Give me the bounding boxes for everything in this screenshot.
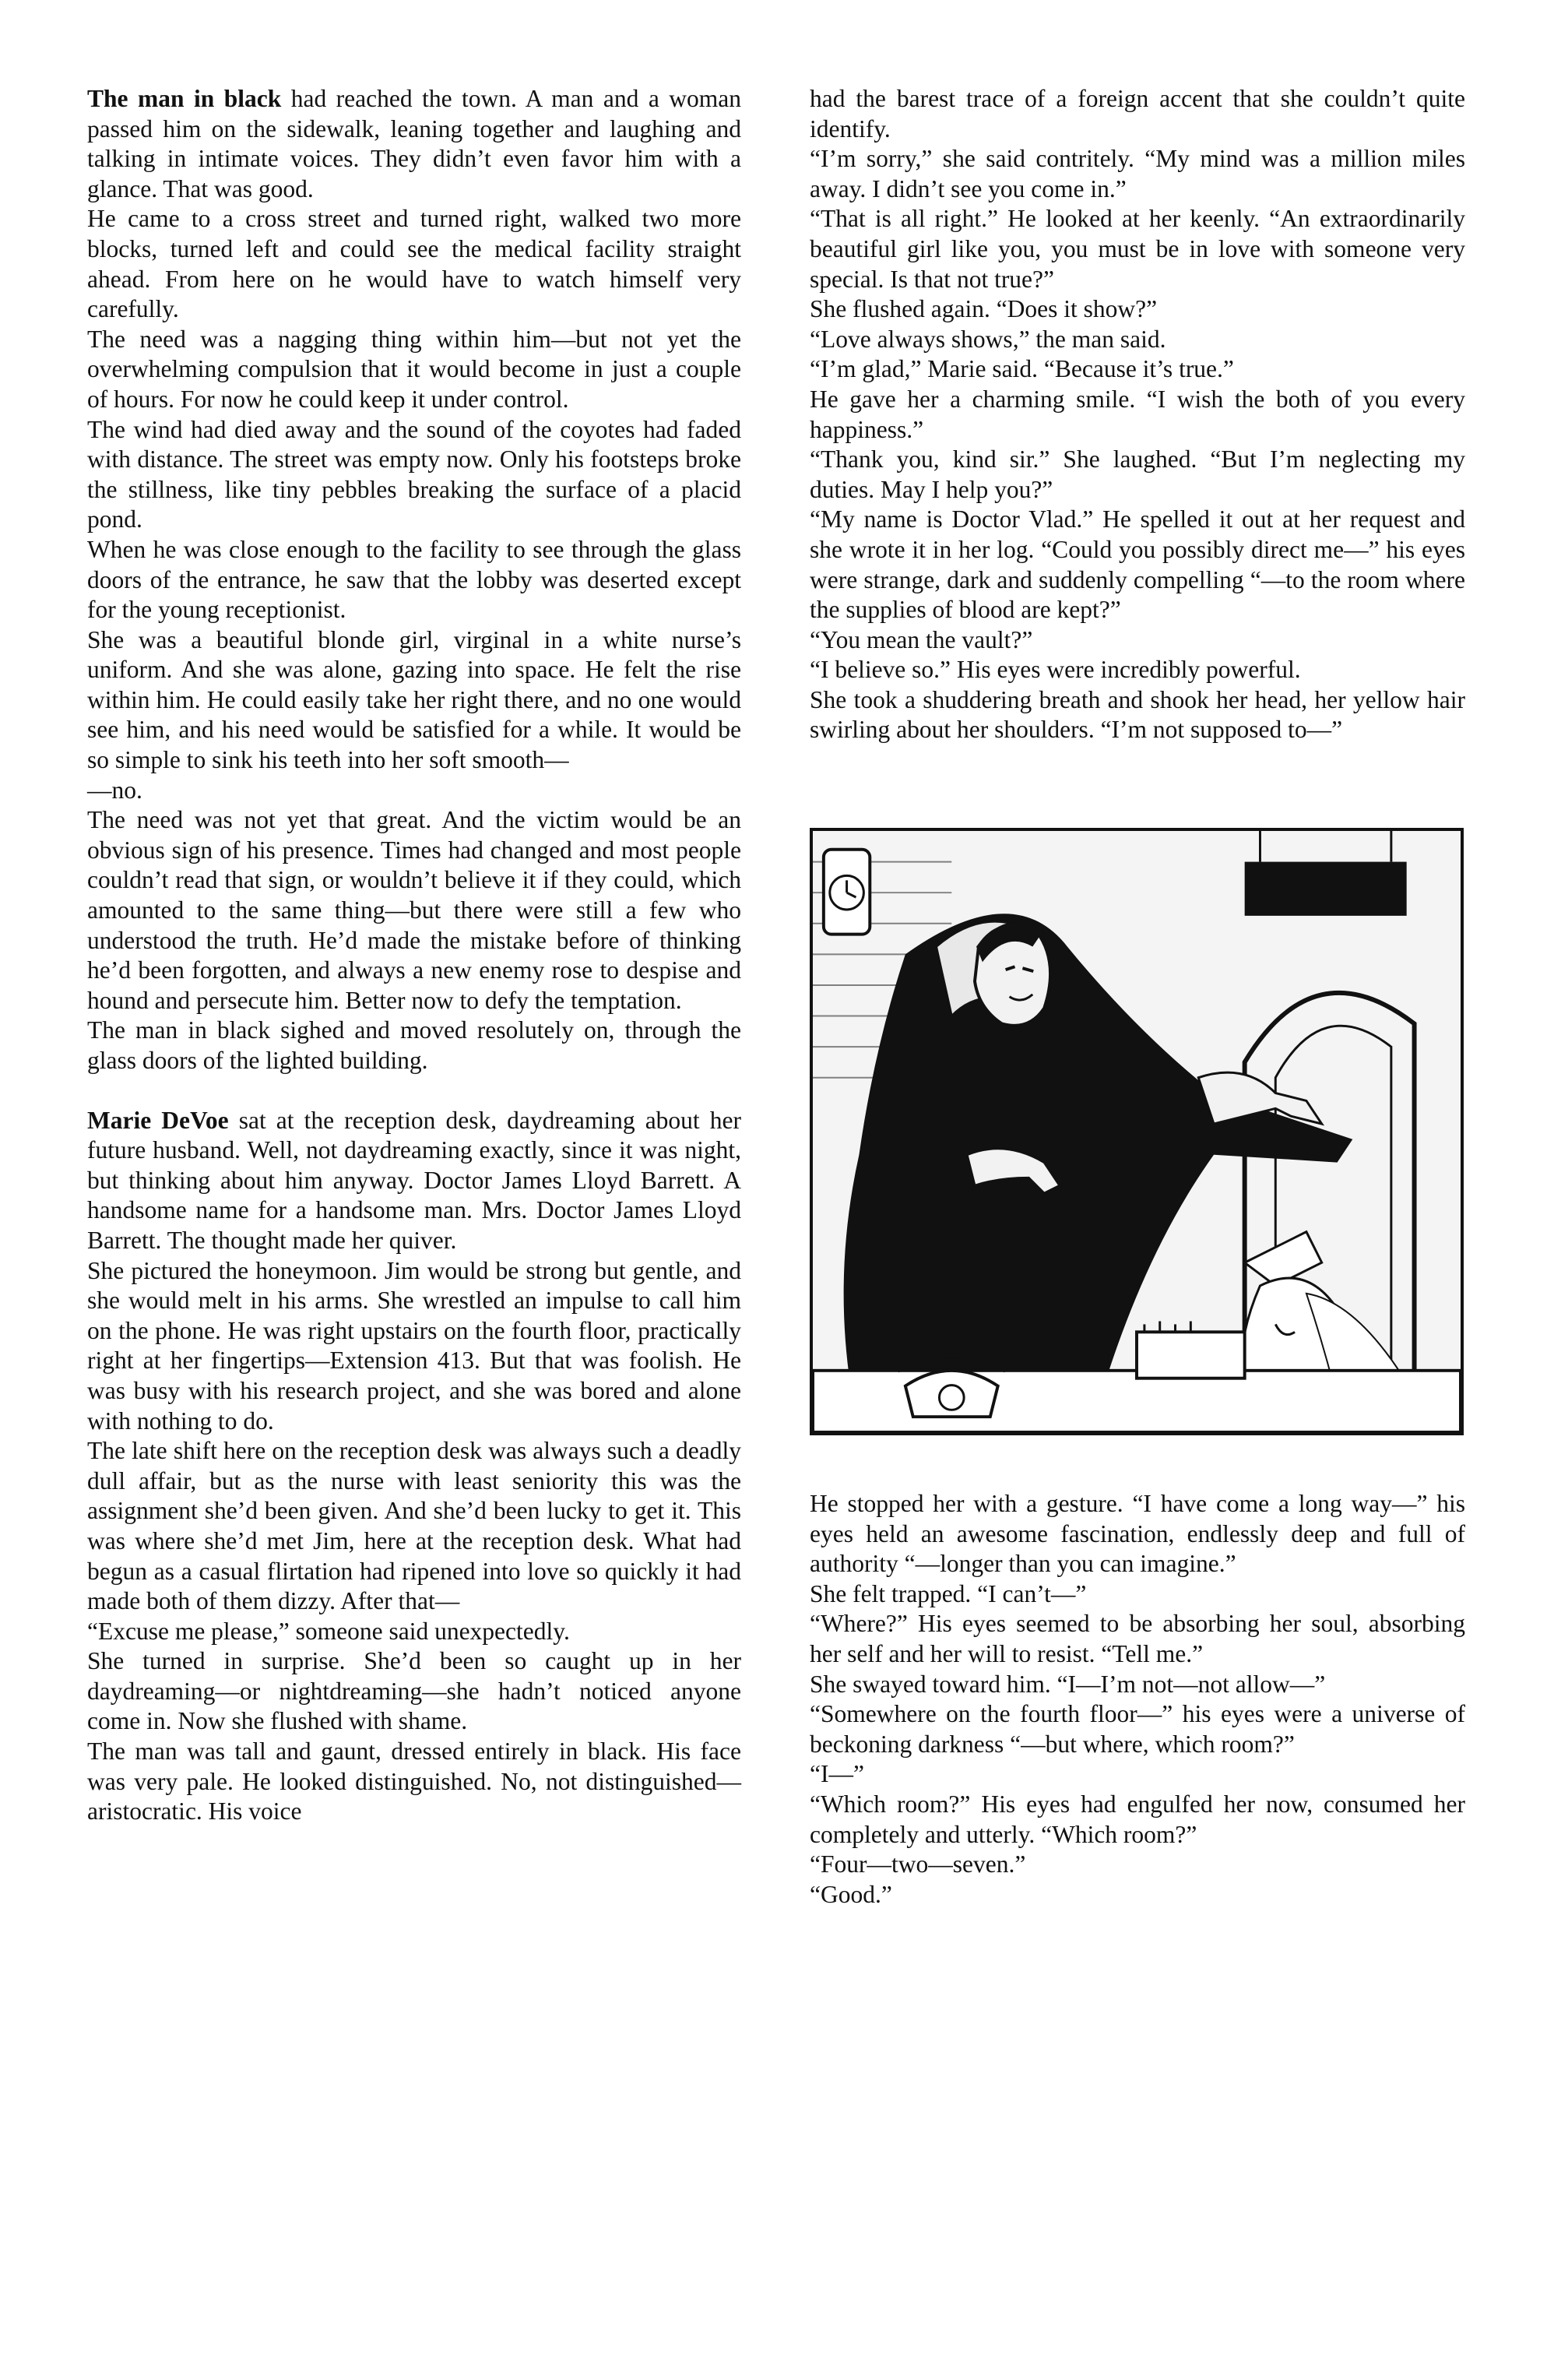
paragraph: had the barest trace of a foreign accent that she couldn’t quite identify.: [810, 85, 1465, 143]
paragraph: She swayed toward him. “I—I’m not—not allow—”: [810, 1670, 1326, 1698]
paragraph: “That is all right.” He looked at her keenly. “An extraordinarily beautiful girl like you, you must be in love with someone very special. Is that not true?”: [810, 205, 1465, 293]
clock-icon: [824, 850, 870, 935]
lead-in: Marie DeVoe: [87, 1106, 229, 1134]
paragraph: “Four—two—seven.”: [810, 1850, 1026, 1878]
paragraph: The man in black sighed and moved resolutely on, through the glass doors of the lighted building.: [87, 1016, 741, 1074]
paragraph: “I believe so.” His eyes were incredibly powerful.: [810, 656, 1301, 684]
paragraph: “Where?” His eyes seemed to be absorbing her soul, absorbing her self and her will to resist. “Tell me.”: [810, 1610, 1465, 1667]
paragraph: The man in black had reached the town. A man and a woman passed him on the sidewalk, leaning together and laughing and talking in intimate voices. They didn’t even favor him with a glance. That was good.: [87, 85, 742, 202]
left-text-column: [87, 84, 741, 1827]
paragraph: “Thank you, kind sir.” She laughed. “But I’m neglecting my duties. May I help you?”: [810, 445, 1465, 503]
paragraph: She turned in surprise. She’d been so caught up in her daydreaming—or nightdreaming—she hadn’t noticed anyone come in. Now she flushed with shame.: [87, 1647, 741, 1735]
right-text-column-bottom: [810, 1489, 1465, 1910]
paragraph: She pictured the honeymoon. Jim would be strong but gentle, and she would melt in his arms. She wrestled an impulse to call him on the phone. He was right upstairs on the fourth floor, practically right at her fingertips—Extension 413. But that was foolish. He was busy with his research project, and she was bored and alone with nothing to do.: [87, 1256, 741, 1435]
right-text-column-top: [810, 84, 1465, 745]
paragraph: She flushed again. “Does it show?”: [810, 295, 1158, 323]
paragraph: The need was a nagging thing within him—but not yet the overwhelming compulsion that it would become in just a couple of hours. For now he could keep it under control.: [87, 325, 741, 413]
paragraph: She was a beautiful blonde girl, virginal in a white nurse’s uniform. And she was alone, gazing into space. He felt the rise within him. He could easily take her right there, and no one would see him, and his need would be satisfied for a while. It would be so simple to sink his teeth into her soft smooth—: [87, 625, 741, 774]
paragraph: “Which room?” His eyes had engulfed her now, consumed her completely and utterly. “Which room?”: [810, 1790, 1465, 1848]
paragraph: He stopped her with a gesture. “I have come a long way—” his eyes held an awesome fascination, endlessly deep and full of authority “—longer than you can imagine.”: [810, 1490, 1465, 1578]
illustration-drawing: [813, 831, 1461, 1432]
paragraph: She took a shuddering breath and shook her head, her yellow hair swirling about her shoulders. “I’m not supposed to—”: [810, 685, 1465, 744]
paragraph: “Good.”: [810, 1880, 892, 1908]
paragraph: “My name is Doctor Vlad.” He spelled it out at her request and she wrote it in her log. “Could you possibly direct me—” his eyes were strange, dark and suddenly compelling “—to the room where the supplies of blood are kept?”: [810, 505, 1465, 624]
paragraph: —no.: [87, 776, 142, 804]
paragraph: He came to a cross street and turned right, walked two more blocks, turned left and could see the medical facility straight ahead. From here on he would have to watch himself very carefully.: [87, 205, 741, 323]
paragraph: “I’m glad,” Marie said. “Because it’s true.”: [810, 355, 1234, 383]
vampire-head: [975, 922, 1050, 1026]
paragraph: The man was tall and gaunt, dressed entirely in black. His face was very pale. He looked distinguished. No, not distinguished—aristocratic. His voice: [87, 1737, 741, 1825]
paragraph: “Excuse me please,” someone said unexpectedly.: [87, 1617, 570, 1645]
paragraph: The late shift here on the reception desk was always such a deadly dull affair, but as the nurse with least seniority this was the assignment she’d been given. And she’d been lucky to get it. This was where she’d met Jim, here at the reception desk. What had begun as a casual flirtation had ripened into love so quickly it had made both of them dizzy. After that—: [87, 1437, 741, 1615]
paragraph: “Love always shows,” the man said.: [810, 325, 1166, 353]
vampire-illustration: [810, 828, 1464, 1435]
lead-in: The man in black: [87, 85, 282, 112]
paragraph: “Somewhere on the fourth floor—” his eyes were a universe of beckoning darkness “—but where, which room?”: [810, 1700, 1465, 1758]
paragraph: The need was not yet that great. And the victim would be an obvious sign of his presence. Times had changed and most people couldn’t read that sign, or wouldn’t believe it if they could, which amounted to the same thing—but there were still a few who understood the truth. He’d made the mistake before of thinking he’d been forgotten, and always a new enemy rose to despise and hound and persecute him. Better now to defy the temptation.: [87, 806, 741, 1014]
paragraph: Marie DeVoe sat at the reception desk, daydreaming about her future husband. Well, not daydreaming exactly, since it was night, but thinking about him anyway. Doctor James Lloyd Barrett. A handsome name for a handsome man. Mrs. Doctor James Lloyd Barrett. The thought made her quiver.: [87, 1106, 741, 1254]
paragraph: The wind had died away and the sound of the coyotes had faded with distance. The street was empty now. Only his footsteps broke the stillness, like tiny pebbles breaking the surface of a placid pond.: [87, 415, 741, 533]
paragraph: When he was close enough to the facility to see through the glass doors of the entrance, he saw that the lobby was deserted except for the young receptionist.: [87, 535, 741, 624]
paragraph: “I’m sorry,” she said contritely. “My mind was a million miles away. I didn’t see you come in.”: [810, 145, 1465, 202]
paragraph: He gave her a charming smile. “I wish the both of you every happiness.”: [810, 385, 1465, 443]
paragraph: “I—”: [810, 1760, 864, 1788]
paragraph: “You mean the vault?”: [810, 625, 1033, 653]
paragraph: She felt trapped. “I can’t—”: [810, 1579, 1087, 1607]
